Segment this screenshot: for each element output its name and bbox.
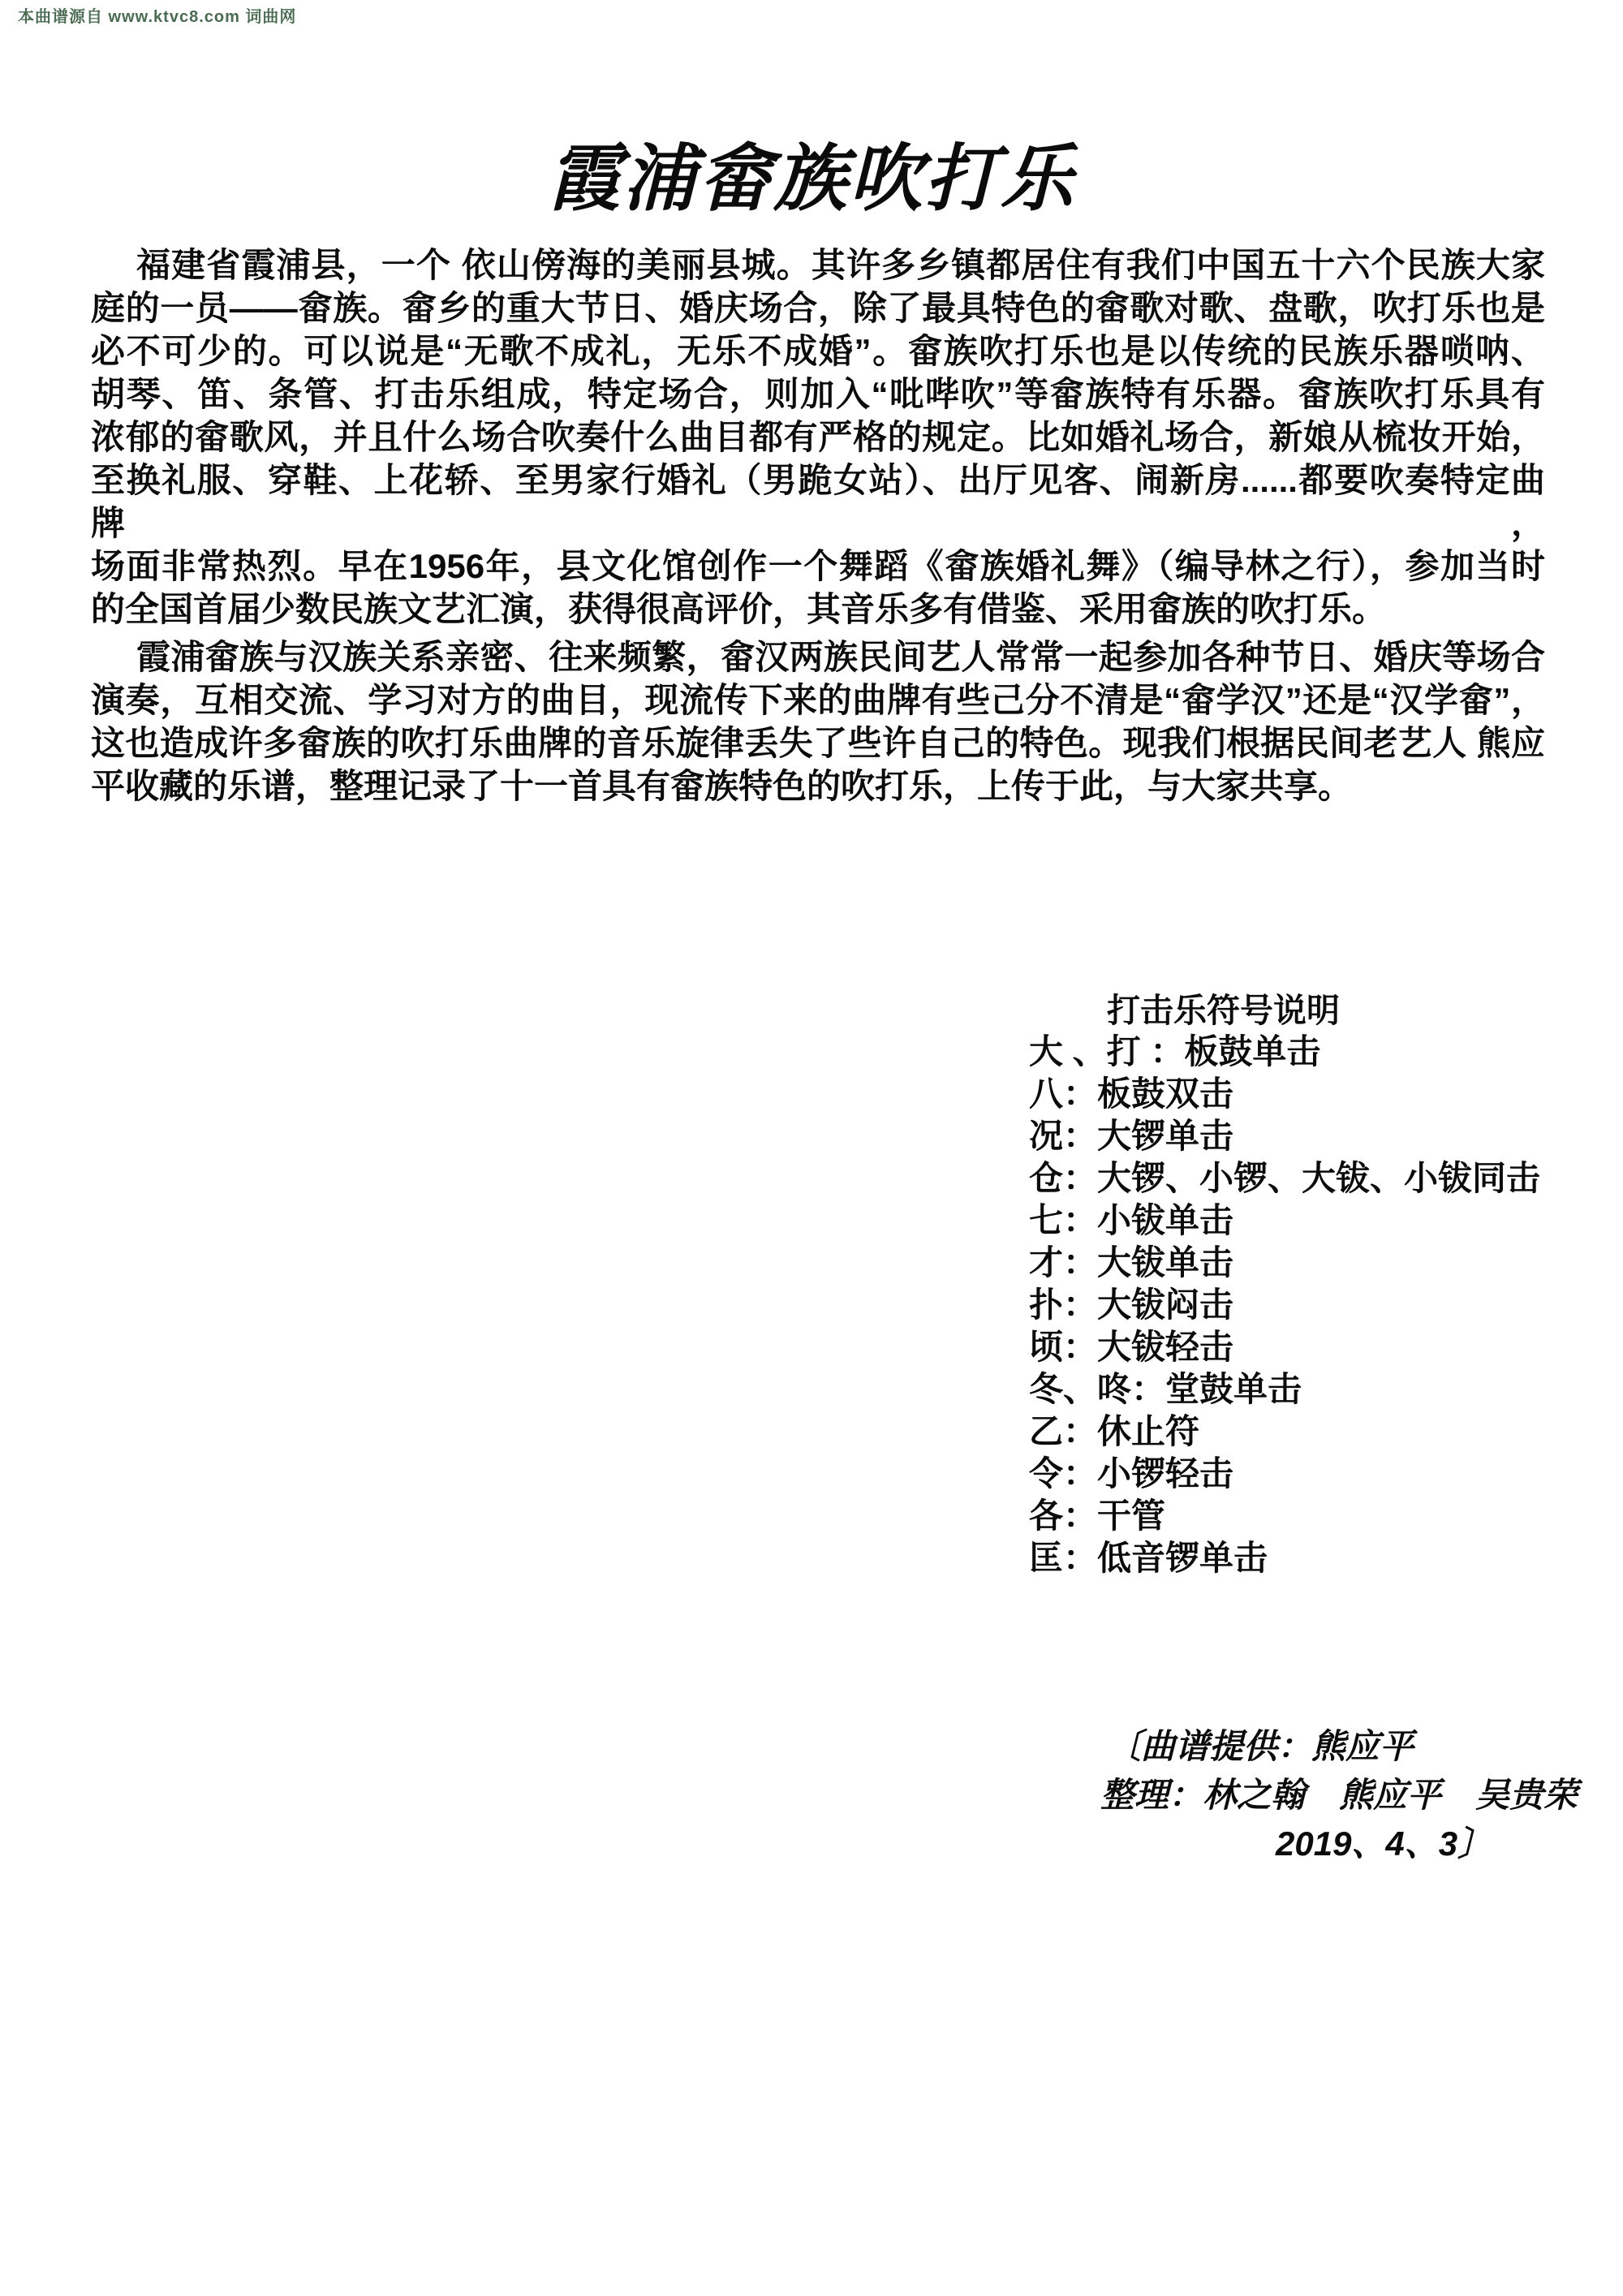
paragraph-line: 平收藏的乐谱，整理记录了十一首具有畲族特色的吹打乐，上传于此，与大家共享。 (91, 767, 1353, 805)
notation-item: 各：干管 (1029, 1497, 1166, 1535)
notation-legend-heading: 打击乐符号说明 (1107, 992, 1340, 1029)
intro-paragraph-2 (91, 635, 1545, 808)
percussion-notation-legend (1029, 990, 1540, 1579)
notation-item: 七：小钹单击 (1029, 1201, 1234, 1239)
notation-legend-items (1029, 1031, 1540, 1579)
paragraph-line: 浓郁的畲歌风，并且什么场合吹奏什么曲目都有严格的规定。比如婚礼场合，新娘从梳妆开始， (91, 418, 1545, 456)
page-title: 霞浦畲族吹打乐 (547, 139, 1076, 220)
notation-item: 扑：大钹闷击 (1029, 1286, 1234, 1324)
notation-item: 乙：休止符 (1029, 1412, 1200, 1450)
notation-item: 冬、咚：堂鼓单击 (1029, 1370, 1302, 1408)
paragraph-line: 演奏，互相交流、学习对方的曲目，现流传下来的曲牌有些己分不清是“畲学汉”还是“汉学畲”， (91, 681, 1545, 719)
notation-item: 仓：大锣、小锣、大钹、小钹同击 (1029, 1159, 1541, 1197)
paragraph-line: 必不可少的。可以说是“无歌不成礼，无乐不成婚”。畲族吹打乐也是以传统的民族乐器唢呐、 (91, 332, 1545, 370)
notation-item: 顷：大钹轻击 (1029, 1328, 1234, 1366)
notation-item: 才：大钹单击 (1029, 1243, 1234, 1282)
paragraph-line: 这也造成许多畲族的吹打乐曲牌的音乐旋律丢失了些许自己的特色。现我们根据民间老艺人 熊应 (91, 724, 1545, 762)
paragraph-line: 场面非常热烈。早在1956年，县文化馆创作一个舞蹈《畲族婚礼舞》（编导林之行），参加当时 (91, 547, 1545, 585)
source-watermark: 本曲谱源自 www.ktvc8.com 词曲网 (18, 8, 297, 26)
notation-item: 大 、打 ：板鼓单击 (1029, 1032, 1321, 1070)
notation-item: 况：大锣单击 (1029, 1117, 1234, 1155)
paragraph-line: 福建省霞浦县，一个 依山傍海的美丽县城。其许多乡镇都居住有我们中国五十六个民族大家 (136, 246, 1545, 284)
paragraph-line: 的全国首届少数民族文艺汇演，获得很高评价，其音乐多有借鉴、采用畲族的吹打乐。 (91, 590, 1387, 628)
credits-block (1100, 1722, 1578, 1868)
intro-paragraph-1 (91, 243, 1545, 631)
paragraph-line: 霞浦畲族与汉族关系亲密、往来频繁，畲汉两族民间艺人常常一起参加各种节日、婚庆等场合 (136, 638, 1545, 676)
notation-item: 匡：低音锣单击 (1029, 1539, 1268, 1577)
paragraph-line: 至换礼服、穿鞋、上花轿、至男家行婚礼（男跪女站）、出厅见客、闹新房......都要吹奏特定曲牌， (91, 461, 1545, 542)
intro-text (91, 243, 1545, 808)
credit-score-provider: 〔曲谱提供：熊应平 (1107, 1727, 1414, 1765)
notation-item: 令：小锣轻击 (1029, 1454, 1234, 1493)
paragraph-line: 庭的一员——畲族。畲乡的重大节日、婚庆场合，除了最具特色的畲歌对歌、盘歌，吹打乐也是 (91, 289, 1545, 327)
credit-date: 2019、4、3〕 (1276, 1824, 1492, 1863)
notation-item: 八：板鼓双击 (1029, 1075, 1234, 1113)
paragraph-line: 胡琴、笛、条管、打击乐组成，特定场合，则加入“吡哔吹”等畲族特有乐器。畲族吹打乐具有 (91, 375, 1545, 413)
credit-arrangers: 整理：林之翰 熊应平 吴贵荣 (1100, 1776, 1578, 1814)
